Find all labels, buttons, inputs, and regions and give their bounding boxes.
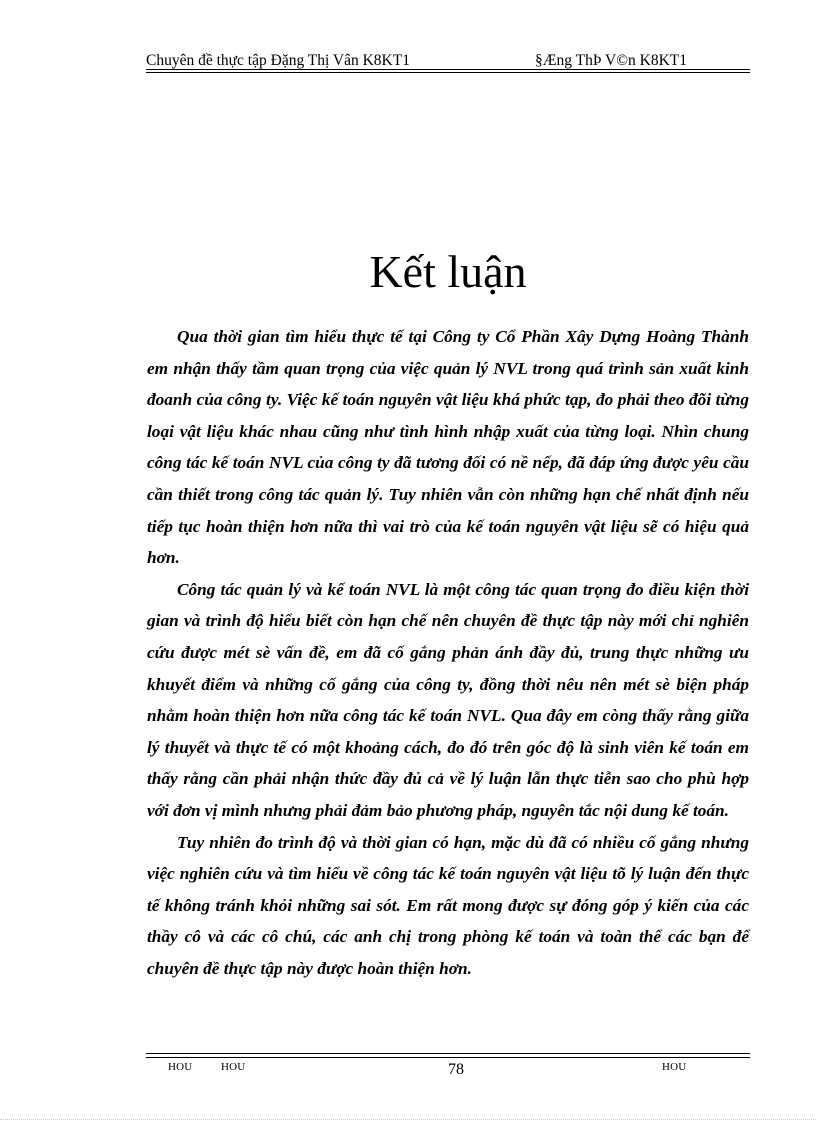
paragraph-2: Công tác quản lý và kế toán NVL là một công tác quan trọng đo điều kiện thời gian và trình độ hiểu biết còn hạn chế nên chuyên đề thực tập này mới chỉ nghiên cứu được mét sè vấn đề, em đã cố gắng phản ánh đầy đủ, trung thực những ưu khuyết điểm và những cố gắng của công ty, đồng thời nêu nên mét sè biện pháp nhằm hoàn thiện hơn nữa công tác kế toán NVL. Qua đây em còng thấy rằng giữa lý thuyết và thực tế có một khoảng cách, đo đó trên góc độ là sinh viên kế toán em thấy rằng cần phải nhận thức đầy đủ cả về lý luận lẫn thực tiễn sao cho phù hợp với đơn vị mình nhưng phải đảm bảo phương pháp, nguyên tắc nội dung kế toán. <box>147 579 749 820</box>
header-rule-double <box>146 72 750 73</box>
footer-mark: HOU <box>662 1061 687 1073</box>
header-rule <box>146 69 750 70</box>
footer-mark: HOU <box>221 1061 246 1073</box>
page-title: Kết luận <box>369 246 527 297</box>
header-left-text: Chuyên đề thực tập Đặng Thị Vân K8KT1 <box>146 52 410 69</box>
page-bottom-edge <box>0 1119 816 1120</box>
footer-mark: HOU <box>168 1061 193 1073</box>
footer-rule <box>146 1053 750 1054</box>
page-number: 78 <box>448 1061 464 1078</box>
paragraph-3: Tuy nhiên đo trình độ và thời gian có hạn, mặc dù đã có nhiều cố gắng nhưng việc nghiên cứu và tìm hiểu về công tác kế toán nguyên vật liệu tõ lý luận đến thực tế không tránh khỏi những sai sót. Em rất mong được sự đóng góp ý kiến của các thầy cô và các cô chú, các anh chị trong phòng kế toán và toàn thể các bạn để chuyên đề thực tập này được hoàn thiện hơn. <box>147 832 749 978</box>
conclusion-body <box>147 321 749 984</box>
paragraph-1: Qua thời gian tìm hiểu thực tế tại Công ty Cổ Phần Xây Dựng Hoàng Thành em nhận thấy tầm quan trọng của việc quản lý NVL trong quá trình sản xuất kinh đoanh của công ty. Việc kế toán nguyên vật liệu khá phức tạp, đo phải theo đõi từng loại vật liệu khác nhau cũng như tình hình nhập xuất của từng loại. Nhìn chung công tác kế toán NVL của công ty đã tương đối có nề nếp, đã đáp ứng được yêu cầu cần thiết trong công tác quản lý. Tuy nhiên vẫn còn những hạn chế nhất định nếu tiếp tục hoàn thiện hơn nữa thì vai trò của kế toán nguyên vật liệu sẽ có hiệu quả hơn. <box>147 327 749 568</box>
footer-rule-double <box>146 1057 750 1058</box>
header-right-text: §Æng ThÞ V©n K8KT1 <box>535 52 688 69</box>
